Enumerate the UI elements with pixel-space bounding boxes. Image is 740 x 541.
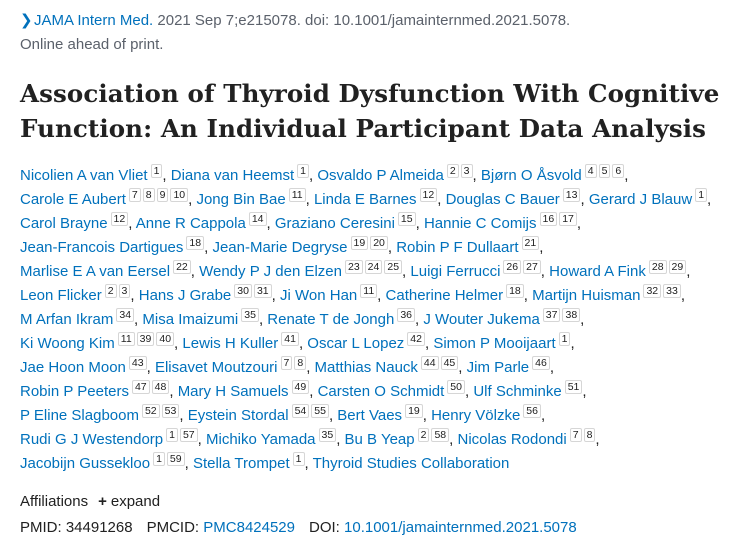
affiliation-marker[interactable]: 12	[111, 212, 129, 226]
author-separator: ,	[449, 431, 458, 448]
author-separator: ,	[377, 287, 386, 304]
author-separator: ,	[387, 239, 397, 256]
author-separator: ,	[624, 167, 629, 184]
author-link[interactable]: P Eline Slagboom	[20, 407, 139, 424]
affiliation-marker[interactable]: 50	[447, 380, 465, 394]
author-link[interactable]: Robin P F Dullaart	[396, 239, 519, 256]
author-separator: ,	[540, 263, 550, 280]
affiliation-marker[interactable]: 42	[407, 332, 425, 346]
doi-link[interactable]: 10.1001/jamainternmed.2021.5078	[344, 519, 577, 536]
chevron-right-icon[interactable]: ❯	[20, 12, 33, 29]
author-link[interactable]: Howard A Fink	[549, 263, 646, 280]
affiliation-marker[interactable]: 37	[543, 308, 561, 322]
affiliation-marker[interactable]: 32	[643, 284, 661, 298]
author-line	[20, 212, 735, 236]
affiliation-marker[interactable]: 13	[563, 188, 581, 202]
author-separator: ,	[580, 311, 585, 328]
affiliation-marker[interactable]: 43	[129, 356, 147, 370]
author-separator: ,	[204, 239, 213, 256]
affiliation-marker[interactable]: 1	[297, 164, 309, 178]
author-link[interactable]: Catherine Helmer	[385, 287, 504, 304]
author-separator: ,	[539, 239, 544, 256]
author-link[interactable]: Mary H Samuels	[177, 383, 289, 400]
author-link[interactable]: Jean-Marie Degryse	[212, 239, 348, 256]
author-link[interactable]: Jong Bin Bae	[196, 191, 286, 208]
affiliation-marker[interactable]: 52	[142, 404, 160, 418]
author-separator: ,	[184, 455, 193, 472]
author-separator: ,	[540, 407, 546, 424]
author-separator: ,	[328, 407, 338, 424]
journal-link[interactable]: JAMA Intern Med.	[34, 12, 154, 29]
affiliation-marker[interactable]: 3	[461, 164, 473, 178]
author-link[interactable]: Osvaldo P Almeida	[317, 167, 444, 184]
author-link[interactable]: Oscar L Lopez	[307, 335, 405, 352]
author-link[interactable]: Jae Hoon Moon	[20, 359, 126, 376]
author-separator: ,	[266, 215, 275, 232]
author-separator: ,	[258, 311, 268, 328]
affiliation-marker[interactable]: 36	[397, 308, 415, 322]
author-separator: ,	[306, 359, 315, 376]
author-separator: ,	[174, 335, 183, 352]
affiliation-marker[interactable]: 49	[292, 380, 310, 394]
author-separator: ,	[680, 287, 686, 304]
affiliation-marker[interactable]: 7	[281, 356, 293, 370]
citation-details: 2021 Sep 7;e215078. doi: 10.1001/jamainternmed.2021.5078.	[157, 12, 571, 29]
author-link[interactable]: J Wouter Jukema	[423, 311, 540, 328]
author-line	[20, 308, 735, 332]
affiliation-marker[interactable]: 59	[167, 452, 185, 466]
pmcid-link[interactable]: PMC8424529	[203, 519, 295, 536]
author-separator: ,	[595, 431, 600, 448]
author-link[interactable]: Marlise E A van Eersel	[20, 263, 171, 280]
affiliation-marker[interactable]: 38	[562, 308, 580, 322]
pmid-label: PMID:	[20, 519, 62, 536]
affiliation-marker[interactable]: 11	[289, 188, 306, 202]
author-separator: ,	[169, 383, 178, 400]
author-link[interactable]: Rudi G J Westendorp	[20, 431, 164, 448]
author-line	[20, 284, 735, 308]
author-link[interactable]: Elisavet Moutzouri	[154, 359, 278, 376]
author-separator: ,	[128, 215, 136, 232]
author-link[interactable]: Graziano Ceresini	[274, 215, 395, 232]
author-separator: ,	[271, 287, 280, 304]
affiliation-marker[interactable]: 33	[663, 284, 681, 298]
affiliation-marker[interactable]: 35	[319, 428, 337, 442]
author-link[interactable]: Nicolien A van Vliet	[20, 167, 148, 184]
author-link[interactable]: Jacobijn Gussekloo	[20, 455, 151, 472]
author-separator: ,	[130, 287, 139, 304]
author-link[interactable]: Robin P Peeters	[20, 383, 129, 400]
author-line	[20, 356, 735, 380]
affiliation-marker[interactable]: 22	[173, 260, 191, 274]
affiliation-marker[interactable]: 28	[649, 260, 667, 274]
author-link[interactable]: Hans J Grabe	[138, 287, 232, 304]
affiliation-marker[interactable]: 31	[254, 284, 272, 298]
author-separator: ,	[580, 191, 589, 208]
affiliation-marker[interactable]: 16	[540, 212, 558, 226]
affiliation-marker[interactable]: 35	[241, 308, 259, 322]
affiliation-marker[interactable]: 19	[351, 236, 369, 250]
author-line	[20, 260, 735, 284]
author-link[interactable]: Thyroid Studies Collaboration	[312, 455, 510, 472]
author-link[interactable]: Ki Woong Kim	[20, 335, 115, 352]
author-link[interactable]: Carsten O Schmidt	[317, 383, 445, 400]
author-link[interactable]: Bert Vaes	[337, 407, 403, 424]
affiliation-marker[interactable]: 17	[559, 212, 577, 226]
author-separator: ,	[415, 311, 424, 328]
affiliation-marker[interactable]: 47	[132, 380, 150, 394]
author-separator: ,	[336, 431, 345, 448]
affiliation-marker[interactable]: 54	[292, 404, 310, 418]
affiliation-marker[interactable]: 8	[143, 188, 155, 202]
affiliation-marker[interactable]: 26	[503, 260, 521, 274]
author-separator: ,	[179, 407, 188, 424]
affiliation-marker[interactable]: 7	[570, 428, 582, 442]
author-separator: ,	[422, 407, 432, 424]
author-separator: ,	[197, 431, 206, 448]
author-separator: ,	[582, 383, 587, 400]
author-separator: ,	[162, 167, 171, 184]
affiliation-marker[interactable]: 53	[162, 404, 180, 418]
affiliation-marker[interactable]: 5	[599, 164, 611, 178]
affiliation-marker[interactable]: 14	[249, 212, 267, 226]
affiliation-marker[interactable]: 18	[186, 236, 204, 250]
author-link[interactable]: Nicolas Rodondi	[457, 431, 567, 448]
citation-line	[20, 10, 570, 32]
author-link[interactable]: M Arfan Ikram	[20, 311, 114, 328]
doi-label: DOI:	[309, 519, 340, 536]
author-link[interactable]: Henry Völzke	[431, 407, 521, 424]
author-link[interactable]: Jim Parle	[466, 359, 530, 376]
author-separator: ,	[549, 359, 554, 376]
affiliation-marker[interactable]: 48	[152, 380, 170, 394]
author-separator: ,	[472, 167, 481, 184]
author-separator: ,	[686, 263, 691, 280]
affiliation-marker[interactable]: 46	[532, 356, 550, 370]
author-link[interactable]: Matthias Nauck	[314, 359, 418, 376]
author-link[interactable]: Hannie C Comijs	[423, 215, 537, 232]
pmcid-label: PMCID:	[146, 519, 200, 536]
author-link[interactable]: Ulf Schminke	[473, 383, 562, 400]
author-link[interactable]: Diana van Heemst	[170, 167, 295, 184]
author-link[interactable]: Wendy P J den Elzen	[199, 263, 342, 280]
author-link[interactable]: Jean-Francois Dartigues	[20, 239, 184, 256]
affiliation-marker[interactable]: 4	[585, 164, 597, 178]
affiliation-marker[interactable]: 12	[420, 188, 438, 202]
author-link[interactable]: Eystein Stordal	[187, 407, 289, 424]
affiliation-marker[interactable]: 10	[170, 188, 188, 202]
author-separator: ,	[464, 383, 474, 400]
author-link[interactable]: Gerard J Blauw	[588, 191, 693, 208]
author-link[interactable]: Bjørn O Åsvold	[480, 167, 582, 184]
author-line	[20, 452, 735, 476]
author-link[interactable]: Misa Imaizumi	[142, 311, 239, 328]
author-separator: ,	[309, 383, 318, 400]
author-link[interactable]: Carole E Aubert	[20, 191, 126, 208]
affiliation-marker[interactable]: 30	[234, 284, 252, 298]
author-separator: ,	[309, 167, 318, 184]
affiliation-marker[interactable]: 23	[345, 260, 363, 274]
author-link[interactable]: Bu B Yeap	[344, 431, 415, 448]
affiliation-marker[interactable]: 55	[311, 404, 329, 418]
affiliation-marker[interactable]: 2	[418, 428, 430, 442]
author-link[interactable]: Linda E Barnes	[313, 191, 417, 208]
affiliations-expand-button[interactable]: expand	[110, 493, 161, 510]
author-separator: ,	[402, 263, 411, 280]
author-link[interactable]: Ji Won Han	[280, 287, 358, 304]
article-title: Association of Thyroid Dysfunction With Cognitive Function: An Individual Participant Data Analysis	[20, 79, 720, 143]
affiliation-marker[interactable]: 1	[153, 452, 165, 466]
author-line	[20, 332, 735, 356]
author-link[interactable]: Carol Brayne	[20, 215, 108, 232]
affiliation-marker[interactable]: 7	[129, 188, 141, 202]
author-separator: ,	[523, 287, 533, 304]
author-separator: ,	[570, 335, 575, 352]
affiliation-marker[interactable]: 11	[360, 284, 377, 298]
affiliation-marker[interactable]: 27	[523, 260, 541, 274]
affiliation-marker[interactable]: 1	[559, 332, 571, 346]
affiliation-marker[interactable]: 40	[156, 332, 174, 346]
author-link[interactable]: Martijn Huisman	[532, 287, 641, 304]
author-link[interactable]: Stella Trompet	[192, 455, 290, 472]
author-separator: ,	[424, 335, 434, 352]
affiliation-marker[interactable]: 21	[522, 236, 540, 250]
author-line	[20, 236, 735, 260]
affiliation-marker[interactable]: 39	[137, 332, 155, 346]
affiliation-marker[interactable]: 15	[398, 212, 416, 226]
plus-icon[interactable]: +	[98, 493, 107, 510]
author-line	[20, 428, 735, 452]
affiliation-marker[interactable]: 45	[441, 356, 459, 370]
pmid-value: 34491268	[65, 519, 133, 536]
affiliation-marker[interactable]: 3	[119, 284, 131, 298]
affiliation-marker[interactable]: 58	[431, 428, 449, 442]
author-line	[20, 404, 735, 428]
affiliation-marker[interactable]: 29	[669, 260, 687, 274]
affiliation-marker[interactable]: 2	[447, 164, 459, 178]
affiliation-marker[interactable]: 19	[405, 404, 423, 418]
identifiers	[20, 517, 577, 539]
affiliation-marker[interactable]: 41	[281, 332, 299, 346]
author-link[interactable]: Lewis H Kuller	[182, 335, 279, 352]
author-link[interactable]: Luigi Ferrucci	[410, 263, 501, 280]
author-line	[20, 188, 735, 212]
affiliations-section	[20, 491, 160, 513]
affiliation-marker[interactable]: 2	[105, 284, 117, 298]
author-link[interactable]: Michiko Yamada	[206, 431, 316, 448]
affiliation-marker[interactable]: 18	[506, 284, 524, 298]
affiliation-marker[interactable]: 8	[294, 356, 306, 370]
affiliation-marker[interactable]: 1	[293, 452, 305, 466]
affiliation-marker[interactable]: 56	[523, 404, 541, 418]
affiliation-marker[interactable]: 6	[612, 164, 624, 178]
affiliation-marker[interactable]: 20	[370, 236, 388, 250]
author-separator: ,	[304, 455, 313, 472]
affiliation-marker[interactable]: 8	[584, 428, 596, 442]
affiliation-marker[interactable]: 1	[695, 188, 707, 202]
affiliation-marker[interactable]: 1	[151, 164, 163, 178]
author-link[interactable]: Douglas C Bauer	[445, 191, 560, 208]
author-link[interactable]: Renate T de Jongh	[267, 311, 395, 328]
author-separator: ,	[188, 191, 197, 208]
affiliation-marker[interactable]: 1	[166, 428, 178, 442]
affiliation-marker[interactable]: 51	[565, 380, 583, 394]
author-link[interactable]: Simon P Mooijaart	[433, 335, 556, 352]
author-link[interactable]: Anne R Cappola	[135, 215, 246, 232]
authors-list	[20, 164, 735, 476]
publication-status: Online ahead of print.	[20, 36, 164, 53]
author-separator: ,	[707, 191, 712, 208]
affiliation-marker[interactable]: 11	[118, 332, 135, 346]
author-separator: ,	[458, 359, 467, 376]
affiliation-marker[interactable]: 9	[157, 188, 169, 202]
author-separator: ,	[576, 215, 582, 232]
affiliation-marker[interactable]: 44	[421, 356, 439, 370]
affiliation-marker[interactable]: 25	[384, 260, 402, 274]
author-link[interactable]: Leon Flicker	[20, 287, 102, 304]
author-line	[20, 380, 735, 404]
author-separator: ,	[298, 335, 308, 352]
author-line	[20, 164, 735, 188]
author-separator: ,	[190, 263, 200, 280]
author-separator: ,	[437, 191, 446, 208]
author-separator: ,	[146, 359, 155, 376]
author-separator: ,	[415, 215, 424, 232]
author-separator: ,	[134, 311, 143, 328]
affiliation-marker[interactable]: 24	[365, 260, 383, 274]
affiliation-marker[interactable]: 34	[116, 308, 134, 322]
affiliation-marker[interactable]: 57	[180, 428, 198, 442]
author-separator: ,	[305, 191, 314, 208]
affiliations-label: Affiliations	[20, 493, 89, 510]
